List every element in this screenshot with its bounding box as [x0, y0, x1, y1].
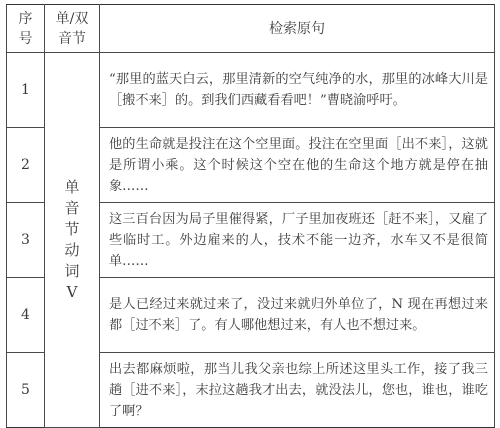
header-index — [7, 5, 45, 53]
header-type — [45, 5, 100, 53]
source-sentence: “那里的蓝天白云，那里清新的空气纯净的水，那里的冰峰大川是［搬不来］的。到我们西藏看看吧！”曹晓渝呼吁。 — [100, 53, 495, 128]
source-sentence: 这三百台因为局子里催得紧，厂子里加夜班还［赶不来］，又雇了些临时工。外边雇来的人，技术不能一边齐，水车又不是很简单…… — [100, 203, 495, 278]
table-row — [7, 53, 495, 128]
header-type-line2: 音节 — [58, 30, 86, 47]
corpus-table — [6, 4, 495, 428]
document-page — [6, 4, 494, 428]
row-number: 4 — [7, 278, 45, 353]
row-number: 5 — [7, 353, 45, 428]
table-header-row — [7, 5, 495, 53]
header-source: 检索原句 — [100, 5, 495, 53]
row-number: 1 — [7, 53, 45, 128]
header-index-line2: 号 — [18, 30, 33, 47]
group-label-char: 单 — [64, 178, 80, 196]
group-label-char: 音 — [64, 199, 80, 217]
source-sentence: 他的生命就是投注在这个空里面。投注在空里面［出不来］，这就是所谓小乘。这个时候这个空在他的生命这个地方就是停在抽象…… — [100, 128, 495, 203]
group-label-char: 节 — [64, 220, 80, 238]
header-type-line1: 单/双 — [55, 10, 89, 27]
row-number: 2 — [7, 128, 45, 203]
group-label-char: 动 — [64, 241, 80, 259]
group-label-char: 词 — [64, 262, 80, 280]
group-label-char: V — [66, 283, 78, 301]
group-label — [45, 53, 100, 428]
row-number: 3 — [7, 203, 45, 278]
source-sentence: 出去都麻烦啦，那当儿我父亲也综上所述这里头工作，接了我三趟［进不来］，末拉这趟我才出去，就没法儿，您也，谁也，谁吃了啊？ — [100, 353, 495, 428]
source-sentence: 是人已经过来就过来了，没过来就归外单位了，N 现在再想过来都［过不来］了。有人哪他想过来，有人也不想过来。 — [100, 278, 495, 353]
header-index-line1: 序 — [18, 10, 33, 27]
